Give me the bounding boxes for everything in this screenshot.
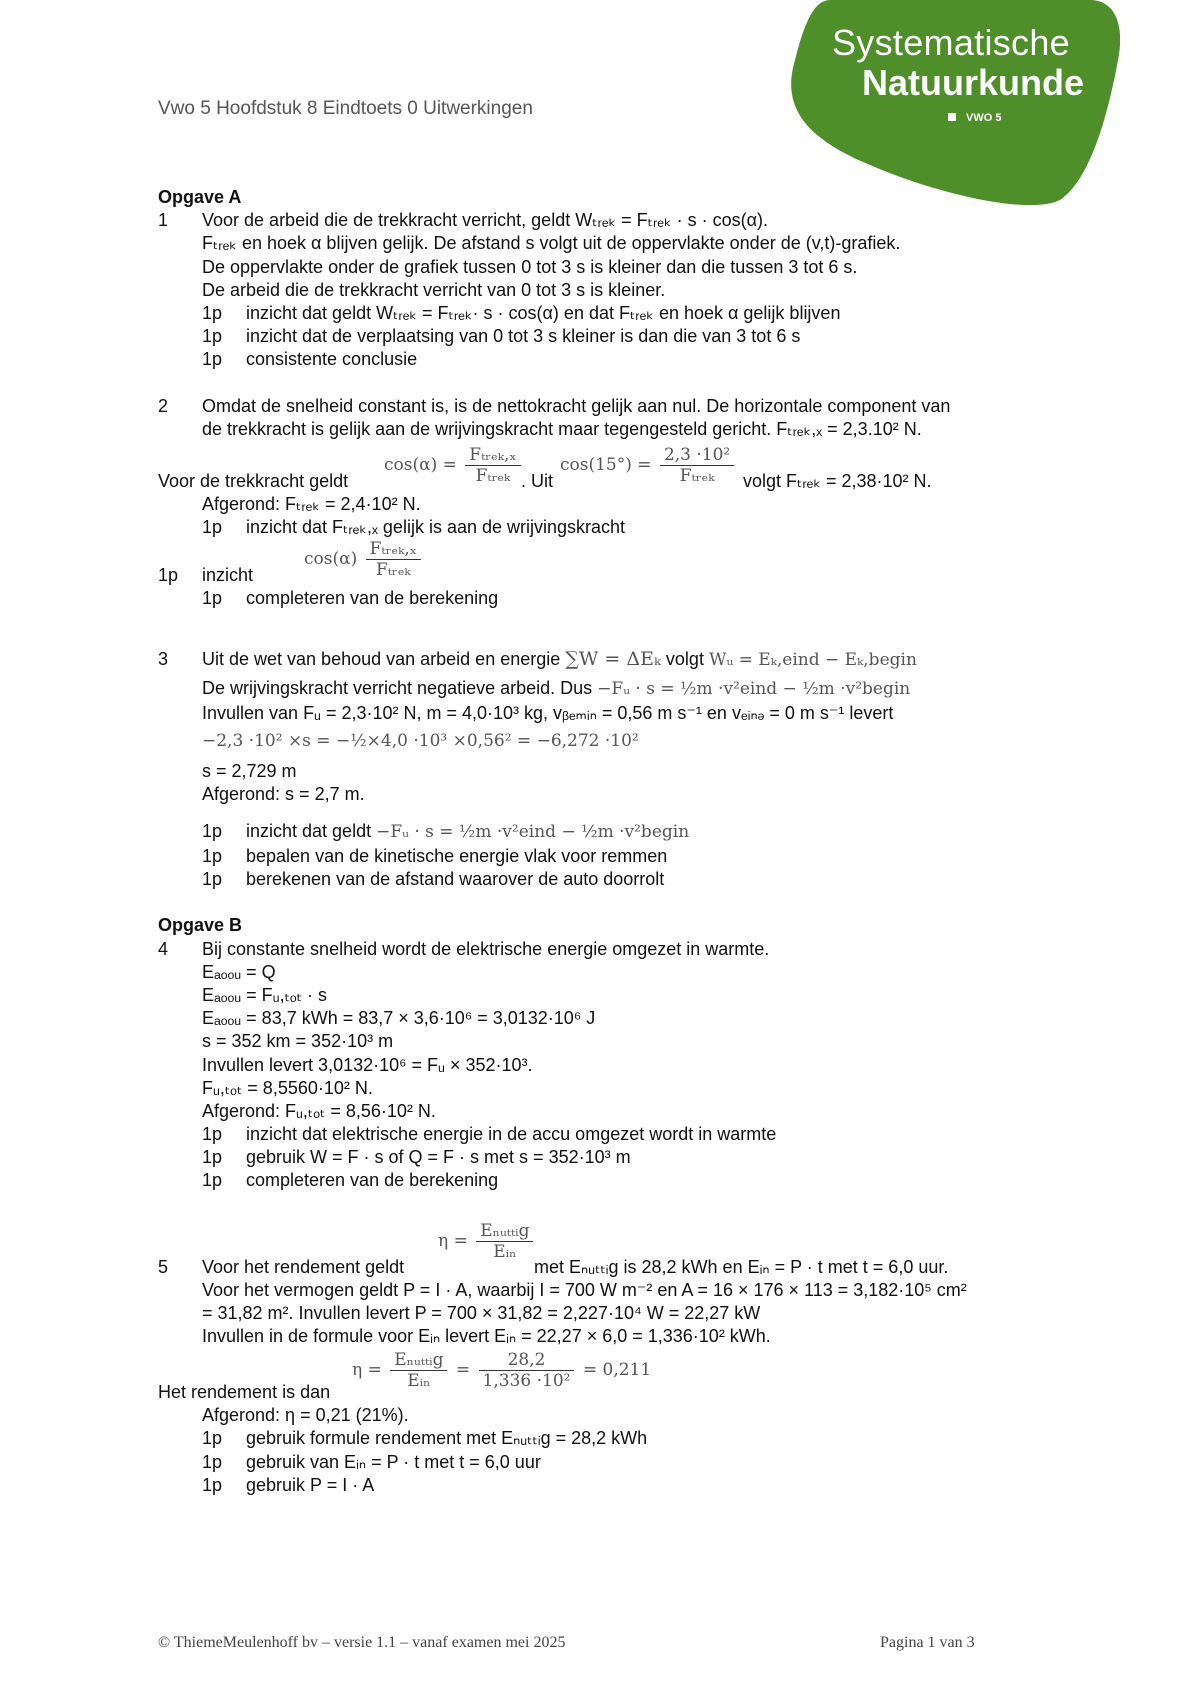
q2-point1 xyxy=(158,516,1098,539)
badge-label: VWO 5 xyxy=(966,112,1002,124)
point-label: 1p xyxy=(202,1474,223,1495)
q4-point3 xyxy=(158,1169,1098,1192)
q5-text: Voor het rendement geldt xyxy=(202,1256,405,1277)
point-label: 1p xyxy=(202,1428,223,1449)
q5-line6: Afgerond: η = 0,21 (21%). xyxy=(202,1405,409,1426)
point-text: inzicht dat elektrische energie in de accu omgezet wordt in warmte xyxy=(246,1124,777,1145)
q2-line1 xyxy=(158,395,1098,418)
q5-point1 xyxy=(158,1427,1098,1450)
formula-fraction xyxy=(366,539,421,580)
q2-point3 xyxy=(158,587,1098,610)
point-label: 1p xyxy=(202,1147,223,1168)
point-text: bepalen van de kinetische energie vlak voor remmen xyxy=(246,846,668,866)
question-number: 4 xyxy=(158,938,169,959)
q2-line2: de trekkracht is gelijk aan de wrijvingskracht maar tegengesteld gericht. Fₜᵣₑₖ,ₓ = 2,3.10² N. xyxy=(202,418,922,439)
q2-text: . Uit xyxy=(521,470,554,491)
point-label: 1p xyxy=(202,1451,223,1472)
q1-point2 xyxy=(158,325,1098,348)
section-heading-a: Opgave A xyxy=(158,187,242,207)
point-label: 1p xyxy=(202,349,223,370)
q3-line5: s = 2,729 m xyxy=(202,760,297,781)
formula-efficiency-calc xyxy=(352,1350,651,1391)
q4-line8: Afgerond: Fᵤ,ₜₒₜ = 8,56·10² N. xyxy=(202,1100,436,1121)
formula-cos-alpha xyxy=(384,445,524,486)
formula-equals: = xyxy=(455,1360,471,1381)
q2-line4: Afgerond: Fₜᵣₑₖ = 2,4·10² N. xyxy=(202,493,421,514)
formula-friction-work: Wᵤ = Eₖ,eind − Eₖ,begin xyxy=(708,650,917,671)
point-label: 1p xyxy=(202,326,223,347)
q5-line4: Invullen in de formule voor Eᵢₙ levert Eᵢₙ = 22,27 × 6,0 = 1,336·10² kWh. xyxy=(202,1326,771,1346)
point-label: 1p xyxy=(202,302,223,323)
fraction-numerator: Eₙᵤₜₜᵢg xyxy=(476,1221,533,1242)
badge-square-icon xyxy=(948,113,956,121)
formula-fraction xyxy=(479,1350,575,1391)
formula-fraction xyxy=(476,1221,533,1262)
point-label: 1p xyxy=(202,821,223,841)
q1-point1 xyxy=(158,302,1098,325)
fraction-numerator: Fₜᵣₑₖ,ₓ xyxy=(465,445,520,466)
brand-logo xyxy=(790,0,1120,205)
q1-line3: De oppervlakte onder de grafiek tussen 0 tot 3 s is kleiner dan die tussen 3 tot 6 s. xyxy=(202,256,858,277)
q1-text: Voor de arbeid die de trekkracht verricht, geldt Wₜᵣₑₖ = Fₜᵣₑₖ · s · cos(α). xyxy=(202,210,769,231)
document-body xyxy=(158,186,1098,1497)
point-text: consistente conclusie xyxy=(246,349,418,370)
formula-efficiency xyxy=(438,1221,536,1262)
q1-point3 xyxy=(158,348,1098,371)
point-label: 1p xyxy=(202,1170,223,1191)
q3-line4: −2,3 ·10² ×s = −½×4,0 ·10³ ×0,56² = −6,272 ·10² xyxy=(202,730,639,751)
point-label: 1p xyxy=(202,846,223,866)
fraction-denominator: Fₜᵣₑₖ xyxy=(679,465,715,486)
q1-line4: De arbeid die de trekkracht verricht van 0 tot 3 s is kleiner. xyxy=(202,279,666,300)
q4-text: Bij constante snelheid wordt de elektrische energie omgezet in warmte. xyxy=(202,938,770,959)
q3-point3 xyxy=(158,868,1098,891)
formula-work-energy: ∑W = ΔEₖ xyxy=(565,648,661,671)
brand-line2: Natuurkunde xyxy=(862,62,1085,103)
point-label: 1p xyxy=(202,869,223,890)
point-text: gebruik formule rendement met Eₙᵤₜₜᵢg = 28,2 kWh xyxy=(246,1428,648,1449)
point-text: completeren van de berekening xyxy=(246,1170,499,1191)
point-text: gebruik W = F · s of Q = F · s met s = 352·10³ m xyxy=(246,1147,631,1168)
q3-point2 xyxy=(158,845,1098,868)
point-row xyxy=(158,564,253,587)
formula-cos-alpha-small xyxy=(304,539,424,580)
question-number: 2 xyxy=(158,395,169,416)
q4-line4: Eₐₒₒᵤ = 83,7 kWh = 83,7 × 3,6·10⁶ = 3,0132·10⁶ J xyxy=(202,1008,596,1029)
q5-text: met Eₙᵤₜₜᵢg is 28,2 kWh en Eᵢₙ = P · t met t = 6,0 uur. xyxy=(534,1256,949,1277)
point-text: inzicht dat Fₜᵣₑₖ,ₓ gelijk is aan de wrijvingskracht xyxy=(246,517,626,538)
q4-line2: Eₐₒₒᵤ = Q xyxy=(202,961,276,982)
q2-text: Omdat de snelheid constant is, is de nettokracht gelijk aan nul. De horizontale component van xyxy=(202,395,951,416)
formula-lhs: η = xyxy=(438,1230,468,1251)
point-text: inzicht dat de verplaatsing van 0 tot 3 s kleiner is dan die van 3 tot 6 s xyxy=(246,326,801,347)
q4-line6: Invullen levert 3,0132·10⁶ = Fᵤ × 352·10³. xyxy=(202,1054,533,1075)
q1-line2: Fₜᵣₑₖ en hoek α blijven gelijk. De afstand s volgt uit de oppervlakte onder de (v,t)-grafiek. xyxy=(202,233,901,254)
point-text: inzicht xyxy=(202,565,254,586)
q1-line1 xyxy=(158,209,1098,232)
q2-line3 xyxy=(158,441,1098,493)
formula-result: = 0,211 xyxy=(582,1360,652,1381)
point-label: 1p xyxy=(158,565,179,586)
formula-fraction xyxy=(465,445,520,486)
q3-point1 xyxy=(158,818,1098,845)
q2-point2 xyxy=(158,539,1098,587)
brand-badge xyxy=(948,112,1001,124)
point-label: 1p xyxy=(202,517,223,538)
formula-lhs: cos(α) = xyxy=(384,454,457,475)
point-label: 1p xyxy=(202,1124,223,1145)
section-heading-b: Opgave B xyxy=(158,915,243,936)
q4-line3: Eₐₒₒᵤ = Fᵤ,ₜₒₜ · s xyxy=(202,984,327,1005)
fraction-denominator: Eᵢₙ xyxy=(493,1241,517,1262)
fraction-denominator: Eᵢₙ xyxy=(407,1371,431,1392)
formula-lhs: cos(15°) = xyxy=(560,454,652,475)
q5-point3 xyxy=(158,1474,1098,1497)
q3-line2 xyxy=(158,674,1098,702)
fraction-denominator: Fₜᵣₑₖ xyxy=(375,560,411,581)
q4-line7: Fᵤ,ₜₒₜ = 8,5560·10² N. xyxy=(202,1077,373,1098)
formula-fraction xyxy=(660,445,734,486)
question-number: 3 xyxy=(158,649,169,670)
q2-text: Voor de trekkracht geldt xyxy=(158,470,349,491)
q3-text: De wrijvingskracht verricht negatieve arbeid. Dus xyxy=(202,678,593,699)
q4-line1 xyxy=(158,938,1098,961)
q4-point1 xyxy=(158,1123,1098,1146)
point-text: inzicht dat geldt xyxy=(246,821,372,841)
fraction-numerator: Fₜᵣₑₖ,ₓ xyxy=(366,539,421,560)
q3-text: Uit de wet van behoud van arbeid en energie xyxy=(202,649,561,670)
fraction-denominator: Fₜᵣₑₖ xyxy=(475,465,511,486)
formula-energy-balance: −Fᵤ · s = ½m ·v²eind − ½m ·v²begin xyxy=(597,679,911,700)
brand-line1: Systematische xyxy=(832,22,1070,63)
fraction-numerator: 28,2 xyxy=(479,1350,575,1371)
fraction-numerator: 2,3 ·10² xyxy=(660,445,734,466)
q5-point2 xyxy=(158,1451,1098,1474)
formula-lhs: η = xyxy=(352,1360,382,1381)
point-text: gebruik P = I · A xyxy=(246,1474,375,1495)
question-number: 1 xyxy=(158,210,169,231)
q5-text: Het rendement is dan xyxy=(158,1382,331,1403)
point-label: 1p xyxy=(202,588,223,609)
point-text: berekenen van de afstand waarover de auto doorrolt xyxy=(246,869,665,890)
q3-line6: Afgerond: s = 2,7 m. xyxy=(202,783,365,804)
q5-line1 xyxy=(158,1220,1098,1279)
point-text: completeren van de berekening xyxy=(246,588,499,609)
q5-line3: = 31,82 m². Invullen levert P = 700 × 31,82 = 2,227·10⁴ W = 22,27 kW xyxy=(202,1302,761,1323)
q4-line5: s = 352 km = 352·10³ m xyxy=(202,1031,394,1052)
q5-line5 xyxy=(158,1348,1098,1404)
q5-line2: Voor het vermogen geldt P = I · A, waarbij I = 700 W m⁻² en A = 16 × 176 × 113 = 3,182·10⁵ cm² xyxy=(202,1279,967,1300)
q2-text: volgt Fₜᵣₑₖ = 2,38·10² N. xyxy=(743,470,932,491)
point-text: gebruik van Eᵢₙ = P · t met t = 6,0 uur xyxy=(246,1451,541,1472)
footer-page-number: Pagina 1 van 3 xyxy=(880,1634,975,1651)
footer-copyright: © ThiemeMeulenhoff bv – versie 1.1 – vanaf examen mei 2025 xyxy=(158,1634,566,1651)
formula-lhs: cos(α) xyxy=(304,549,358,570)
formula-cos-15 xyxy=(560,445,737,486)
point-text: inzicht dat geldt Wₜᵣₑₖ = Fₜᵣₑₖ· s · cos(α) en dat Fₜᵣₑₖ en hoek α gelijk blijven xyxy=(246,302,841,323)
formula-fraction xyxy=(390,1350,447,1391)
q3-text: volgt xyxy=(665,649,704,670)
fraction-numerator: Eₙᵤₜₜᵢg xyxy=(390,1350,447,1371)
q4-point2 xyxy=(158,1146,1098,1169)
q3-line1 xyxy=(158,644,1098,674)
question-number: 5 xyxy=(158,1256,169,1277)
fraction-denominator: 1,336 ·10² xyxy=(482,1371,571,1392)
formula-energy-balance: −Fᵤ · s = ½m ·v²eind − ½m ·v²begin xyxy=(376,822,690,842)
document-title: Vwo 5 Hoofdstuk 8 Eindtoets 0 Uitwerkingen xyxy=(158,98,533,119)
q3-line3: Invullen van Fᵤ = 2,3·10² N, m = 4,0·10³ kg, vᵦₑₘᵢₙ = 0,56 m s⁻¹ en vₑᵢₙₔ = 0 m s⁻¹ levert xyxy=(202,703,894,724)
